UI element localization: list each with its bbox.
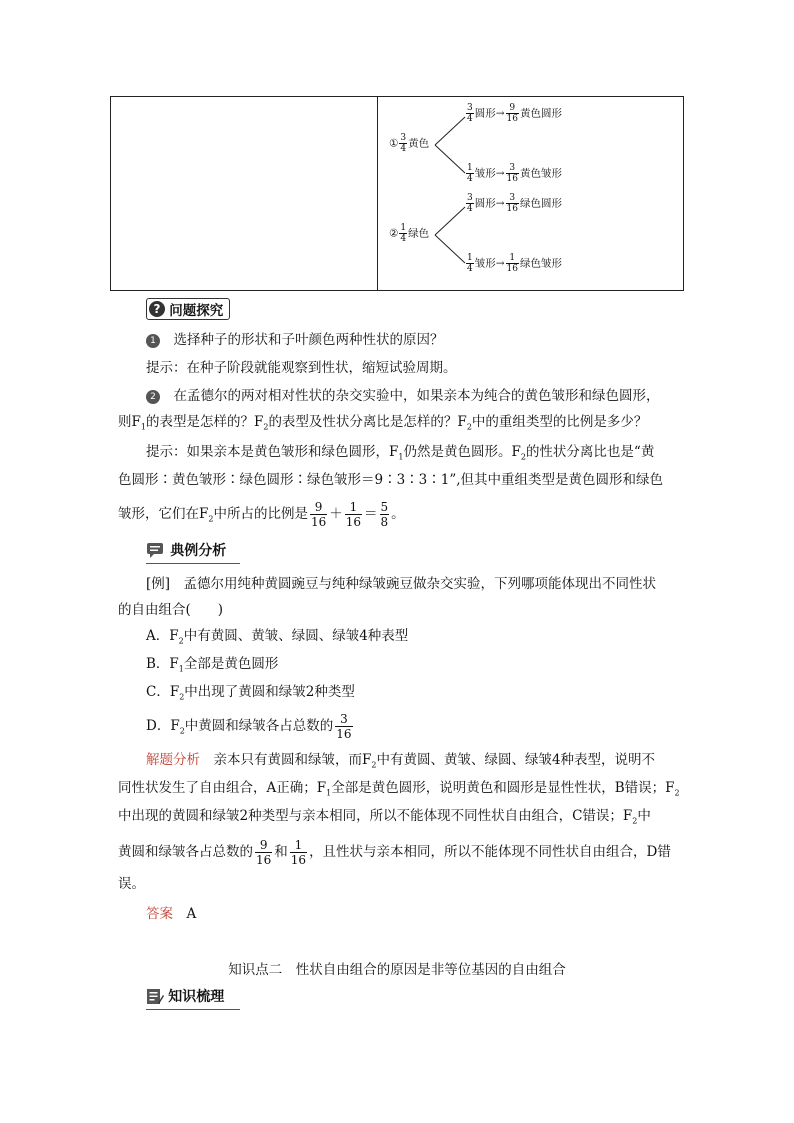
hint-2-line2: 色圆形∶黄色皱形∶绿色圆形∶绿色皱形＝9∶3∶3∶1”,但其中重组类型是黄色圆形和绿色: [118, 472, 664, 488]
option-d: D．$F_2$中黄圆和绿皱各占总数的 $\frac{3}{16}$: [146, 712, 352, 741]
review-header-underline: [146, 1009, 240, 1010]
branch1-root: ① $\frac{3}{4}$ 黄色: [389, 133, 430, 154]
example-header: 典例分析: [146, 540, 226, 560]
knowledge-point-title: 知识点二 性状自由组合的原因是非等位基因的自由组合: [228, 962, 566, 978]
option-b: B．$F_1$全部是黄色圆形: [146, 656, 279, 674]
option-c: C．$F_2$中出现了黄圆和绿皱2种类型: [146, 684, 355, 702]
analysis-line4: 黄圆和绿皱各占总数的 $\frac{9}{16}$ 和 $\frac{1}{16}$ ，且性状与亲本相同，所以不能体现不同性状自由组合，D错: [118, 838, 671, 867]
example-line2: 的自由组合( ): [118, 602, 224, 618]
analysis-line2: 同性状发生了自由组合，A正确；$F_1$全部是黄色圆形，说明黄色和圆形是显性性状，B错误；$F_2$: [118, 780, 680, 798]
explore-header: ? 问题探究: [146, 298, 230, 320]
analysis-line5: 误。: [118, 876, 145, 892]
number-badge: 1: [146, 334, 160, 348]
chat-icon: [146, 541, 166, 559]
option-a: A．$F_2$中有黄圆、黄皱、绿圆、绿皱4种表型: [146, 628, 409, 646]
notes-icon: [146, 987, 164, 1005]
answer-label: 答案: [146, 906, 173, 922]
branch2-lower: $\frac{1}{4}$ 皱形→ $\frac{1}{16}$ 绿色皱形: [467, 253, 562, 274]
example-line1: [例] 孟德尔用纯种黄圆豌豆与纯种绿皱豌豆做杂交实验，下列哪项能体现出不同性状: [146, 576, 657, 592]
review-header: 知识梳理: [146, 986, 224, 1006]
diagram-table: [110, 96, 684, 291]
branch2-upper: $\frac{3}{4}$ 圆形→ $\frac{3}{16}$ 绿色圆形: [467, 193, 562, 214]
analysis-label: 解题分析: [146, 752, 200, 768]
question-2-line2: 则$F_1$的表型是怎样的？$F_2$的表型及性状分离比是怎样的？$F_2$中的重组类型的比例是多少？: [118, 414, 648, 432]
branch-lines: [111, 97, 685, 292]
question-icon: ?: [149, 301, 165, 317]
analysis-line3: 中出现的黄圆和绿皱2种类型与亲本相同，所以不能体现不同性状自由组合，C错误；$F_2$中: [118, 808, 651, 826]
question-2-line1: 2 在孟德尔的两对相对性状的杂交实验中，如果亲本为纯合的黄色皱形和绿色圆形，: [146, 384, 716, 408]
answer: [146, 902, 716, 926]
branch2-root: ② $\frac{1}{4}$ 绿色: [389, 223, 430, 244]
hint-2-line1: 提示：如果亲本是黄色皱形和绿色圆形，$F_1$仍然是黄色圆形。$F_2$的性状分离比也是“黄: [146, 444, 655, 462]
branch1-lower: $\frac{1}{4}$ 皱形→ $\frac{3}{16}$ 黄色皱形: [467, 163, 562, 184]
answer-value: A: [186, 906, 197, 922]
example-header-underline: [146, 563, 240, 564]
hint-1: 提示：在种子阶段就能观察到性状，缩短试验周期。: [146, 360, 457, 376]
question-1: 1 选择种子的形状和子叶颜色两种性状的原因？: [146, 328, 716, 352]
branch1-upper: $\frac{3}{4}$ 圆形→ $\frac{9}{16}$ 黄色圆形: [467, 103, 562, 124]
analysis-line1: 解题分析 亲本只有黄圆和绿皱，而$F_2$中有黄圆、黄皱、绿圆、绿皱4种表型，说明不: [146, 752, 656, 770]
hint-2-line3: 皱形，它们在$F_2$中所占的比例是 $\frac{9}{16}$ ＋ $\frac{1}{16}$ ＝ $\frac{5}{8}$ 。: [118, 500, 405, 529]
number-badge: 2: [146, 390, 160, 404]
